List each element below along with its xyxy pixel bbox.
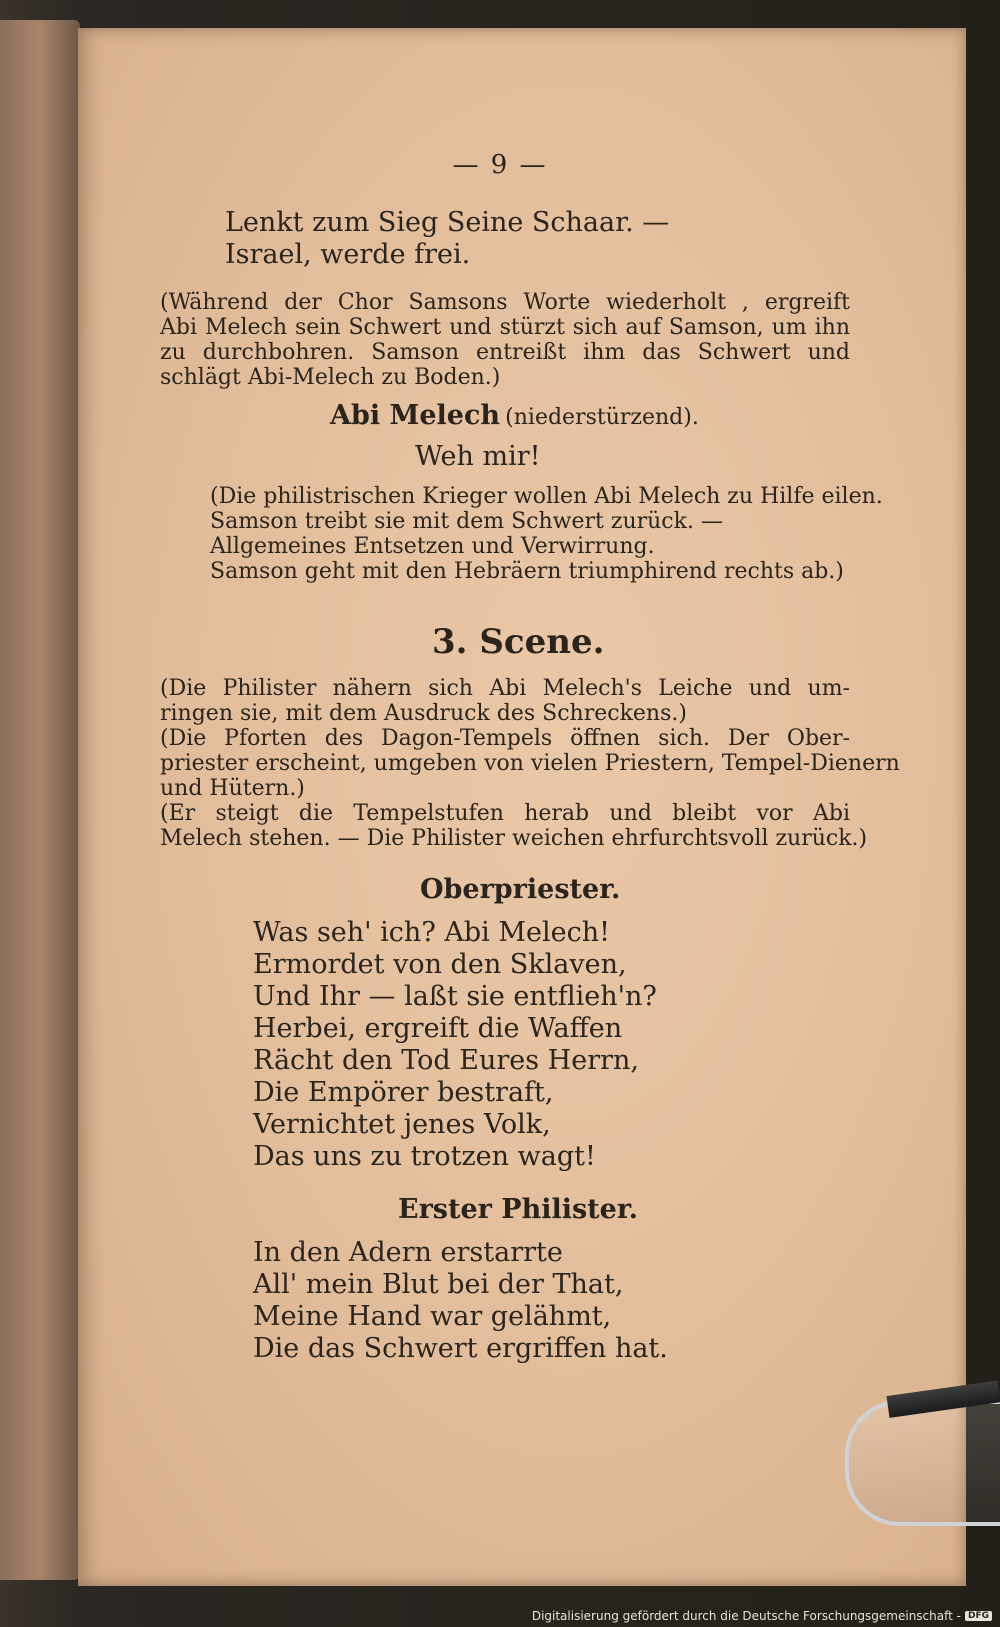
stage-direction-line: (Während der Chor Samsons Worte wiederholt , ergreift bbox=[160, 290, 850, 315]
verse-line: Meine Hand war gelähmt, bbox=[253, 1301, 612, 1332]
verse-line: Lenkt zum Sieg Seine Schaar. — bbox=[225, 207, 670, 238]
stage-direction-line: Abi Melech sein Schwert und stürzt sich auf Samson, um ihn bbox=[160, 315, 850, 340]
verse-line: Und Ihr — laßt sie entflieh'n? bbox=[253, 981, 657, 1012]
verse-line: Die das Schwert ergriffen hat. bbox=[253, 1333, 668, 1364]
stage-direction-line: Melech stehen. — Die Philister weichen ehrfurchtsvoll zurück.) bbox=[160, 826, 868, 851]
speaker-name: Abi Melech bbox=[330, 400, 501, 431]
speaker-note: (niederstürzend). bbox=[505, 405, 699, 430]
stage-direction-line: (Er steigt die Tempelstufen herab und bleibt vor Abi bbox=[160, 801, 850, 826]
verse-line: Das uns zu trotzen wagt! bbox=[253, 1141, 596, 1172]
speaker-heading bbox=[330, 400, 699, 431]
digitization-footer bbox=[532, 1609, 992, 1623]
stage-direction-line: Samson geht mit den Hebräern triumphirend rechts ab.) bbox=[210, 559, 844, 584]
stage-direction-line: ringen sie, mit dem Ausdruck des Schreckens.) bbox=[160, 701, 687, 726]
stage-direction-line: Samson treibt sie mit dem Schwert zurück. — bbox=[210, 509, 723, 534]
dfg-logo-icon: DFG bbox=[965, 1611, 992, 1621]
verse-line: Vernichtet jenes Volk, bbox=[253, 1109, 551, 1140]
verse-line: Herbei, ergreift die Waffen bbox=[253, 1013, 623, 1044]
stage-direction-line: (Die Philister nähern sich Abi Melech's Leiche und um- bbox=[160, 676, 850, 701]
verse-line: In den Adern erstarrte bbox=[253, 1237, 563, 1268]
stage-direction-line: Allgemeines Entsetzen und Verwirrung. bbox=[210, 534, 655, 559]
stage-direction-line: zu durchbohren. Samson entreißt ihm das Schwert und bbox=[160, 340, 850, 365]
stage-direction-line: (Die philistrischen Krieger wollen Abi Melech zu Hilfe eilen. bbox=[210, 484, 883, 509]
verse-line: All' mein Blut bei der That, bbox=[253, 1269, 624, 1300]
verse-line: Rächt den Tod Eures Herrn, bbox=[253, 1045, 639, 1076]
verse-line: Weh mir! bbox=[415, 441, 541, 472]
verse-line: Die Empörer bestraft, bbox=[253, 1077, 554, 1108]
stage-direction-line: (Die Pforten des Dagon-Tempels öffnen sich. Der Ober- bbox=[160, 726, 850, 751]
scene-title: 3. Scene. bbox=[432, 622, 605, 662]
verse-line: Ermordet von den Sklaven, bbox=[253, 949, 627, 980]
footer-text: Digitalisierung gefördert durch die Deutsche Forschungsgemeinschaft - bbox=[531, 1609, 961, 1623]
page-clip bbox=[845, 1400, 1000, 1526]
stage-direction-line: und Hütern.) bbox=[160, 776, 305, 801]
page-number: — 9 — bbox=[452, 150, 548, 180]
speaker-name: Erster Philister. bbox=[398, 1194, 638, 1225]
verse-line: Israel, werde frei. bbox=[225, 239, 471, 270]
speaker-name: Oberpriester. bbox=[420, 874, 621, 905]
stage-direction-line: priester erscheint, umgeben von vielen Priestern, Tempel-Dienern bbox=[160, 751, 900, 776]
stage-direction-line: schlägt Abi-Melech zu Boden.) bbox=[160, 365, 501, 390]
verse-line: Was seh' ich? Abi Melech! bbox=[253, 917, 610, 948]
facing-page-edge bbox=[0, 20, 80, 1580]
